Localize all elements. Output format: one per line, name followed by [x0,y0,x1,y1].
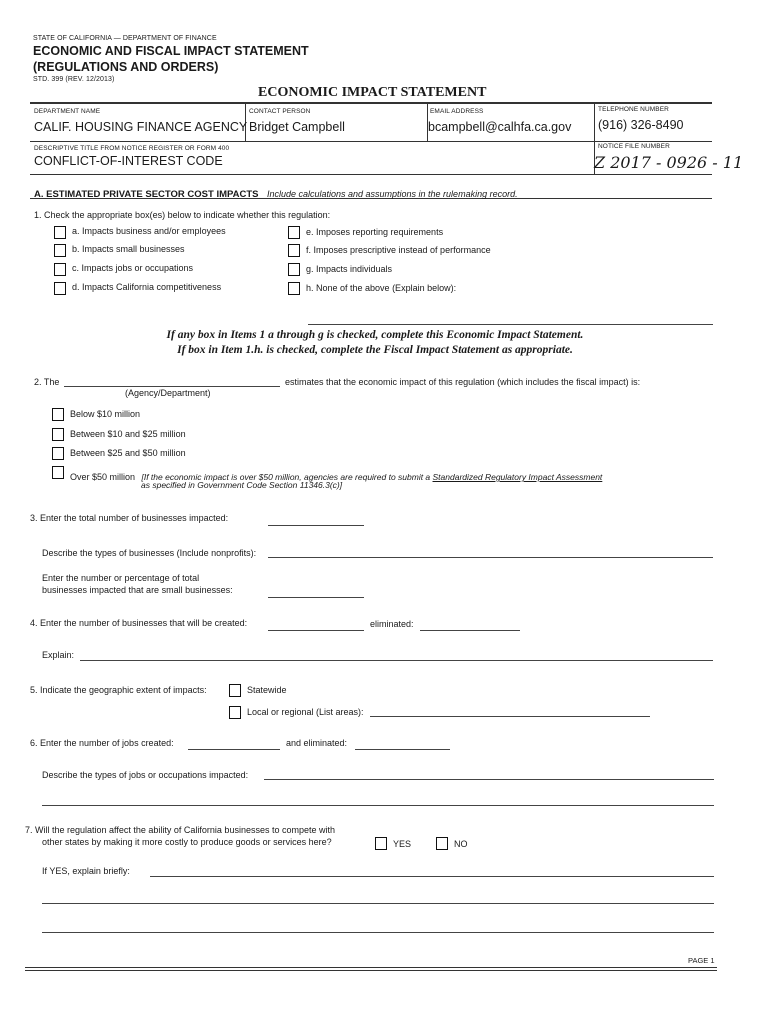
checkbox-c[interactable] [54,263,66,276]
center-title: ECONOMIC IMPACT STATEMENT [258,85,487,100]
grid-top-rule [30,102,712,104]
q2-prefix: 2. The [34,377,60,387]
q7-explain-field-line-2[interactable] [42,903,714,904]
q4-explain-field[interactable] [80,660,713,661]
checkbox-below-10m[interactable] [52,408,64,421]
businesses-created-field[interactable] [268,630,364,631]
footer-rule-2 [25,970,717,971]
checkbox-h[interactable] [288,282,300,295]
phone-label: TELEPHONE NUMBER [598,106,669,113]
small-business-field[interactable] [268,597,364,598]
checkbox-a[interactable] [54,226,66,239]
q7-explain-field[interactable] [150,876,714,877]
q4-eliminated: eliminated: [370,619,414,629]
option-h-explain-line[interactable] [308,324,713,325]
over-50m-note: [If the economic impact is over $50 million, agencies are required to submit a [141,472,433,482]
q6-text: 6. Enter the number of jobs created: [30,738,174,748]
email-field[interactable]: bcampbell@calhfa.ca.gov [428,120,572,134]
q3-small-2: businesses impacted that are small businesses: [42,585,233,595]
over-50m-label: Over $50 million [70,472,136,482]
q7-line-1: 7. Will the regulation affect the ability of California businesses to compete with [25,825,335,835]
yes-label: YES [393,839,412,849]
businesses-eliminated-field[interactable] [420,630,520,631]
25-50m-label: Between $25 and $50 million [70,448,186,458]
below-10m-label: Below $10 million [70,409,141,419]
phone-field[interactable]: (916) 326-8490 [598,118,684,132]
local-areas-field[interactable] [370,716,650,717]
q4-explain: Explain: [42,650,75,660]
form-subtitle: (REGULATIONS AND ORDERS) [33,60,219,74]
option-d-label: d. Impacts California competitiveness [72,282,222,292]
q5-text: 5. Indicate the geographic extent of impacts: [30,685,207,695]
q7-explain-field-line-3[interactable] [42,932,714,933]
q7-explain: If YES, explain briefly: [42,866,130,876]
checkbox-e[interactable] [288,226,300,239]
checkbox-no[interactable] [436,837,448,850]
jobs-created-field[interactable] [188,749,280,750]
title-label: DESCRIPTIVE TITLE FROM NOTICE REGISTER OR FORM 400 [34,145,230,152]
email-label: EMAIL ADDRESS [430,108,484,115]
local-label: Local or regional (List areas): [247,707,364,717]
option-c-label: c. Impacts jobs or occupations [72,263,194,273]
jobs-eliminated-field[interactable] [355,749,450,750]
q6-eliminated: and eliminated: [286,738,348,748]
notice-label: NOTICE FILE NUMBER [598,143,670,150]
10-25m-label: Between $10 and $25 million [70,429,186,439]
section-a-title: A. ESTIMATED PRIVATE SECTOR COST IMPACTS [34,189,259,200]
q3-describe: Describe the types of businesses (Include nonprofits): [42,548,257,558]
option-h-label: h. None of the above (Explain below): [306,283,457,293]
grid-bottom-rule [30,174,712,175]
q2-suffix: estimates that the economic impact of this regulation (which includes the fiscal impact) is: [285,377,641,387]
job-types-field-line-2[interactable] [42,805,714,806]
checkbox-g[interactable] [288,263,300,276]
checkbox-yes[interactable] [375,837,387,850]
section-a-note: Include calculations and assumptions in the rulemaking record. [266,189,518,199]
checkbox-over-50m[interactable] [52,466,64,479]
instruction-line-1: If any box in Items 1 a through g is checked, complete this Economic Impact Statement. [166,329,584,341]
notice-field[interactable]: Z 2017 - 0926 - 11 [594,153,744,172]
checkbox-10-25m[interactable] [52,428,64,441]
contact-label: CONTACT PERSON [249,108,311,115]
q3-text: 3. Enter the total number of businesses impacted: [30,513,229,523]
q7-line-2: other states by making it more costly to produce goods or services here? [42,837,332,847]
business-types-field[interactable] [268,557,713,558]
option-e-label: e. Imposes reporting requirements [306,227,444,237]
q4-text: 4. Enter the number of businesses that will be created: [30,618,248,628]
option-f-label: f. Imposes prescriptive instead of performance [306,245,491,255]
checkbox-d[interactable] [54,282,66,295]
sria-link[interactable]: Standardized Regulatory Impact Assessment [432,472,603,482]
section-a-heading [34,184,518,202]
checkbox-b[interactable] [54,244,66,257]
job-types-field[interactable] [264,779,714,780]
checkbox-local[interactable] [229,706,241,719]
statewide-label: Statewide [247,685,287,695]
q3-small-1: Enter the number or percentage of total [42,573,200,583]
businesses-impacted-field[interactable] [268,525,364,526]
no-label: NO [454,839,468,849]
page-number: PAGE 1 [688,956,715,965]
checkbox-statewide[interactable] [229,684,241,697]
checkbox-f[interactable] [288,244,300,257]
grid-mid-rule [30,141,712,142]
instruction-line-2: If box in Item 1.h. is checked, complete the Fiscal Impact Statement as appropriate. [177,344,573,356]
department-label: DEPARTMENT NAME [34,108,101,115]
q6-describe: Describe the types of jobs or occupations impacted: [42,770,249,780]
agency-department-field[interactable] [64,386,280,387]
agency-department-caption: (Agency/Department) [125,388,211,398]
contact-field[interactable]: Bridget Campbell [249,120,345,134]
over-50m-note-2: as specified in Government Code Section 11346.3(c)] [141,480,343,490]
agency-line: STATE OF CALIFORNIA — DEPARTMENT OF FINANCE [33,35,217,42]
form-number: STD. 399 (REV. 12/2013) [33,76,115,83]
form-title: ECONOMIC AND FISCAL IMPACT STATEMENT [33,44,309,58]
department-field[interactable]: CALIF. HOUSING FINANCE AGENCY [34,120,248,134]
footer-rule [25,967,717,968]
checkbox-25-50m[interactable] [52,447,64,460]
q1-text: 1. Check the appropriate box(es) below to indicate whether this regulation: [34,210,331,220]
option-g-label: g. Impacts individuals [306,264,393,274]
title-field[interactable]: CONFLICT-OF-INTEREST CODE [34,154,223,168]
option-b-label: b. Impacts small businesses [72,244,185,254]
option-a-label: a. Impacts business and/or employees [72,226,226,236]
